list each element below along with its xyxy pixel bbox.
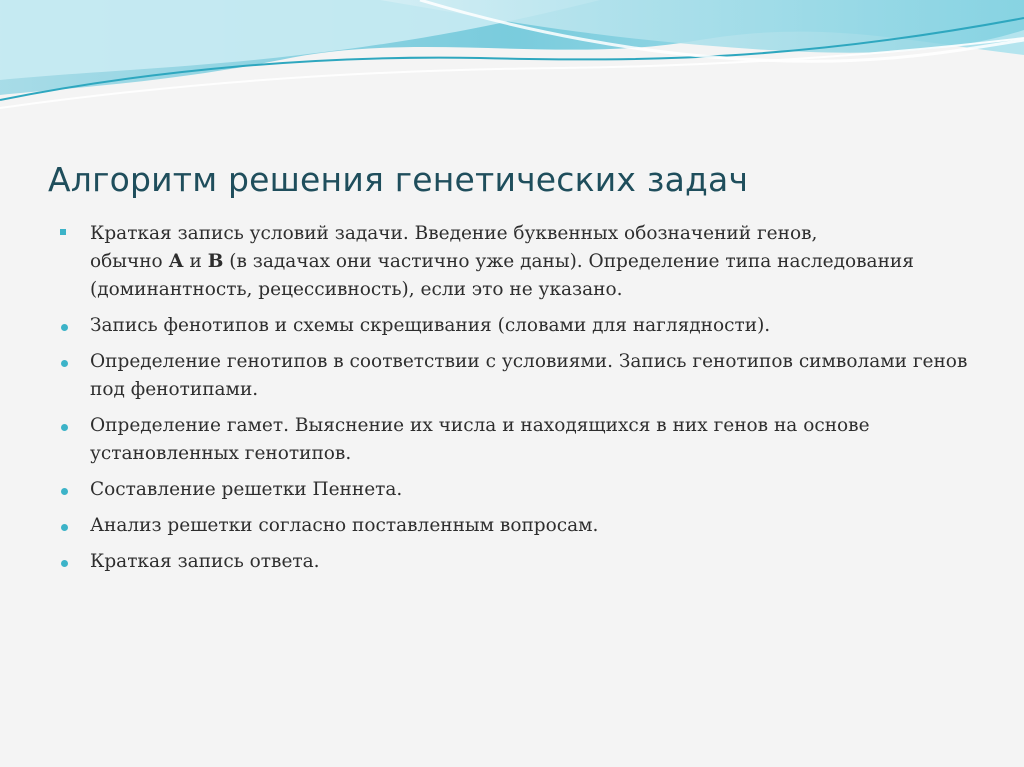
item-text: и <box>183 251 208 272</box>
slide-title: Алгоритм решения генетических задач <box>48 160 749 199</box>
item-text: Запись фенотипов и схемы скрещивания (словами для наглядности). <box>90 315 771 336</box>
item-text: (в задачах они частично уже даны). Определение типа наследования (доминантность, рецессивность), если это не указано. <box>90 251 914 300</box>
list-item <box>60 220 980 304</box>
bullet-list <box>60 220 980 584</box>
list-item <box>60 412 980 468</box>
item-text: Определение гамет. Выяснение их числа и находящихся в них генов на основе установленных генотипов. <box>90 415 870 464</box>
list-item <box>60 476 980 504</box>
dot-bullet-icon <box>61 488 68 495</box>
wave-header-decoration <box>0 0 1024 130</box>
square-bullet-icon <box>60 229 66 235</box>
dot-bullet-icon <box>61 424 68 431</box>
item-text: Анализ решетки согласно поставленным вопросам. <box>90 515 599 536</box>
item-text: Краткая запись условий задачи. Введение буквенных обозначений генов, <box>90 223 818 244</box>
list-item <box>60 348 980 404</box>
gene-symbol: А <box>168 251 184 272</box>
dot-bullet-icon <box>61 324 68 331</box>
item-text: обычно <box>90 251 169 272</box>
list-item <box>60 312 980 340</box>
dot-bullet-icon <box>61 360 68 367</box>
dot-bullet-icon <box>61 524 68 531</box>
list-item <box>60 548 980 576</box>
dot-bullet-icon <box>61 560 68 567</box>
item-text: Определение генотипов в соответствии с условиями. Запись генотипов символами генов под фенотипами. <box>90 351 968 400</box>
item-text: Краткая запись ответа. <box>90 551 320 572</box>
item-text: Составление решетки Пеннета. <box>90 479 403 500</box>
list-item <box>60 512 980 540</box>
gene-symbol: В <box>207 251 224 272</box>
